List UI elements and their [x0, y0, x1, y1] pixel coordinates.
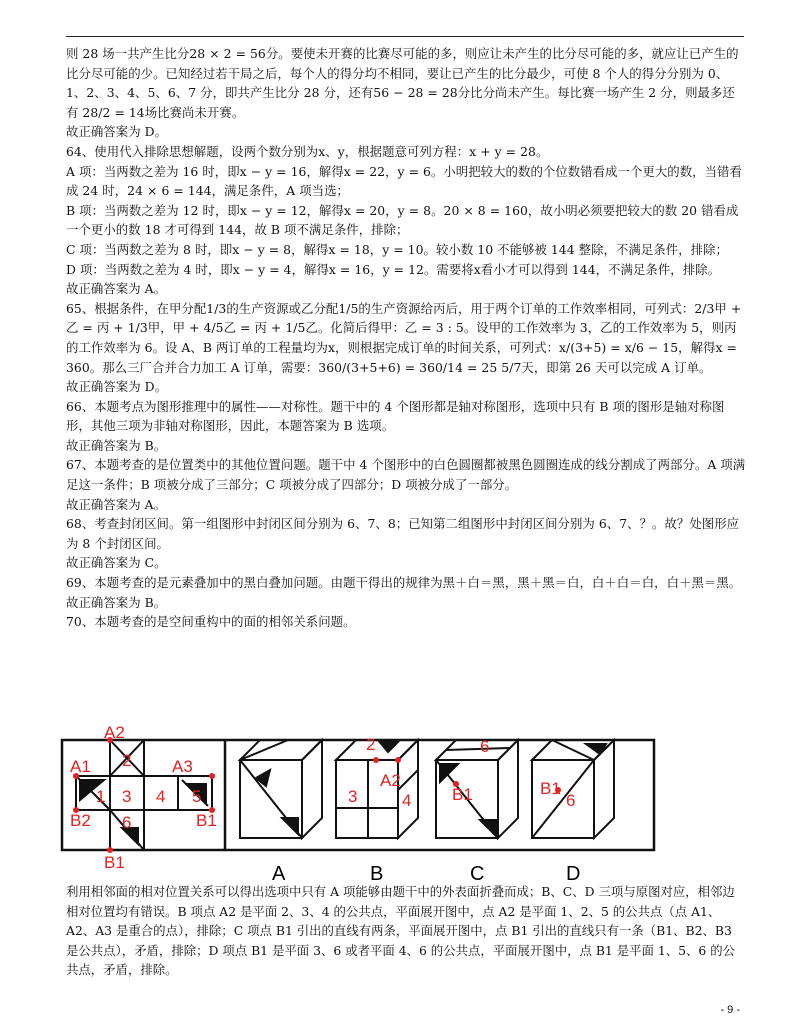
paragraph: 70、本题考查的是空间重构中的面的相邻关系问题。 — [66, 614, 356, 630]
paragraph: 故正确答案为 B。 — [66, 437, 167, 453]
net-label: A3 — [172, 757, 193, 776]
paragraph: 则 28 场一共产生比分28 × 2 = 56分。要使未开赛的比赛尽可能的多，则应让未产生的比分尽可能的多，就应让已产生的比分尽可能的少。已知经过若干局之后，每个人的得分均不相同，要让已产生的比分最少，可使 8 个人的得分分别为 0、1、2、3、4、5、6、7 分，即共产生比分 28 分，还有56 − 28 = 28分比分尚未产生。每比赛一场产生 2 分，则最多还有 28/2 = 14场比赛尚未开赛。 — [66, 46, 739, 120]
cube-label: 6 — [480, 737, 490, 756]
paragraph: 64、使用代入排除思想解题，设两个数分别为x、y，根据题意可列方程：x + y = 28。 — [66, 143, 549, 159]
net-label: 3 — [122, 787, 132, 806]
paragraph: C 项：当两数之差为 8 时，即x − y = 8，解得x = 18，y = 10。较小数 10 不能够被 144 整除，不满足条件，排除； — [66, 241, 728, 257]
header-rule — [66, 36, 744, 37]
cube-label: 6 — [566, 791, 576, 810]
paragraph: 故正确答案为 C。 — [66, 555, 167, 571]
option-label: D — [566, 863, 581, 885]
explanation-text — [66, 882, 746, 980]
net-label: 6 — [122, 813, 132, 832]
net-label: B1 — [196, 811, 217, 830]
paragraph: 68、考查封闭区间。第一组图形中封闭区间分别为 6、7、8；已知第二组图形中封闭区间分别为 6、7、？。故？处图形应为 8 个封闭区间。 — [66, 516, 740, 551]
paragraph: B 项：当两数之差为 12 时，即x − y = 12，解得x = 20，y = 8。20 × 8 = 160，故小明必须要把较大的数 20 错看成一个更小的数 18 才可得到 144，故 B 项不满足条件，排除； — [66, 202, 739, 238]
paragraph: 故正确答案为 D。 — [66, 124, 168, 140]
paragraph: 66、本题考点为图形推理中的属性——对称性。题干中的 4 个图形都是轴对称图形，选项中只有 B 项的图形是轴对称图形，其他三项为非轴对称图形，因此，本题答案为 B 选项。 — [66, 398, 725, 434]
cube-c — [436, 740, 518, 838]
cube-a — [240, 740, 322, 838]
net-label: B1 — [104, 853, 125, 872]
net-label: A1 — [70, 757, 91, 776]
net-label: 2 — [122, 751, 132, 770]
net-label: B2 — [70, 811, 91, 830]
cube-label: B1 — [540, 779, 561, 798]
cube-net-figure — [60, 720, 660, 890]
paragraph: 故正确答案为 D。 — [66, 379, 168, 395]
option-label: A — [272, 863, 286, 885]
option-label: C — [470, 863, 485, 885]
net-label: 5 — [192, 787, 202, 806]
answer-text — [66, 44, 746, 632]
page-number: - 9 - — [720, 1004, 740, 1016]
cube-label: A2 — [380, 771, 401, 790]
cube-label: 4 — [402, 791, 412, 810]
option-label: B — [370, 863, 384, 885]
paragraph: 69、本题考查的是元素叠加中的黑白叠加问题。由题干得出的规律为黑＋白＝黑，黑＋黑＝白，白＋白＝白，白＋黑＝黑。 — [66, 575, 742, 591]
paragraph: 故正确答案为 B。 — [66, 594, 167, 610]
paragraph: 故正确答案为 A。 — [66, 281, 167, 297]
paragraph: 67、本题考查的是位置类中的其他位置问题。题干中 4 个图形中的白色圆圈都被黑色圆圈连成的线分割成了两部分。A 项满足这一条件；B 项被分成了三部分；C 项被分成了四部分；D 项被分成了一部分。 — [66, 457, 746, 493]
net-label: A2 — [104, 723, 125, 742]
cube-label: 2 — [366, 735, 376, 754]
paragraph: 65、根据条件，在甲分配1/3的生产资源或乙分配1/5的生产资源给丙后，用于两个订单的工作效率相同，可列式：2/3甲 + 乙 = 丙 + 1/3甲，甲 + 4/5乙 = 丙 + 1/5乙。化简后得甲：乙 = 3 : 5。设甲的工作效率为 3，乙的工作效率为 5，则丙的工作效率为 6。设 A、B 两订单的工程量均为x，则根据完成订单的时间关系，可列式：x/(3+5) = x/6 − 15，解得x = 360。那么三厂合并合力加工 A 订单，需要：360/(3+5+6) = 360/14 = 25 5/7天，即第 26 天可以完成 A 订单。 — [66, 300, 742, 375]
paragraph: 故正确答案为 A。 — [66, 496, 167, 512]
paragraph: D 项：当两数之差为 4 时，即x − y = 4，解得x = 16，y = 12。需要将x看小才可以得到 144，不满足条件，排除。 — [66, 261, 721, 277]
paragraph: 利用相邻面的相对位置关系可以得出选项中只有 A 项能够由题干中的外表面折叠而成；B、C、D 三项与原图对应，相邻边相对位置均有错误。B 项点 A2 是平面 2、3、4 的公共点，平面展开图中，点 A2 是平面 1、2、5 的公共点（点 A1、A2、A3 是重合的点），排除；C 项点 B1 引出的直线有两条，平面展开图中，点 B1 引出的直线只有一条（B1、B2、B3 是公共点），矛盾，排除；D 项点 B1 是平面 3、6 或者平面 4、6 的公共点，平面展开图中，点 B1 是平面 1、5、6 的公共点，矛盾，排除。 — [66, 884, 736, 978]
net-label: 4 — [156, 787, 166, 806]
cube-label: B1 — [452, 785, 473, 804]
paragraph: A 项：当两数之差为 16 时，即x − y = 16，解得x = 22，y = 6。小明把较大的数的个位数错看成一个更大的数，当错看成 24 时，24 × 6 = 144，满足条件，A 项当选； — [66, 163, 742, 199]
cube-label: 3 — [348, 787, 358, 806]
net-label: 1 — [96, 787, 106, 806]
